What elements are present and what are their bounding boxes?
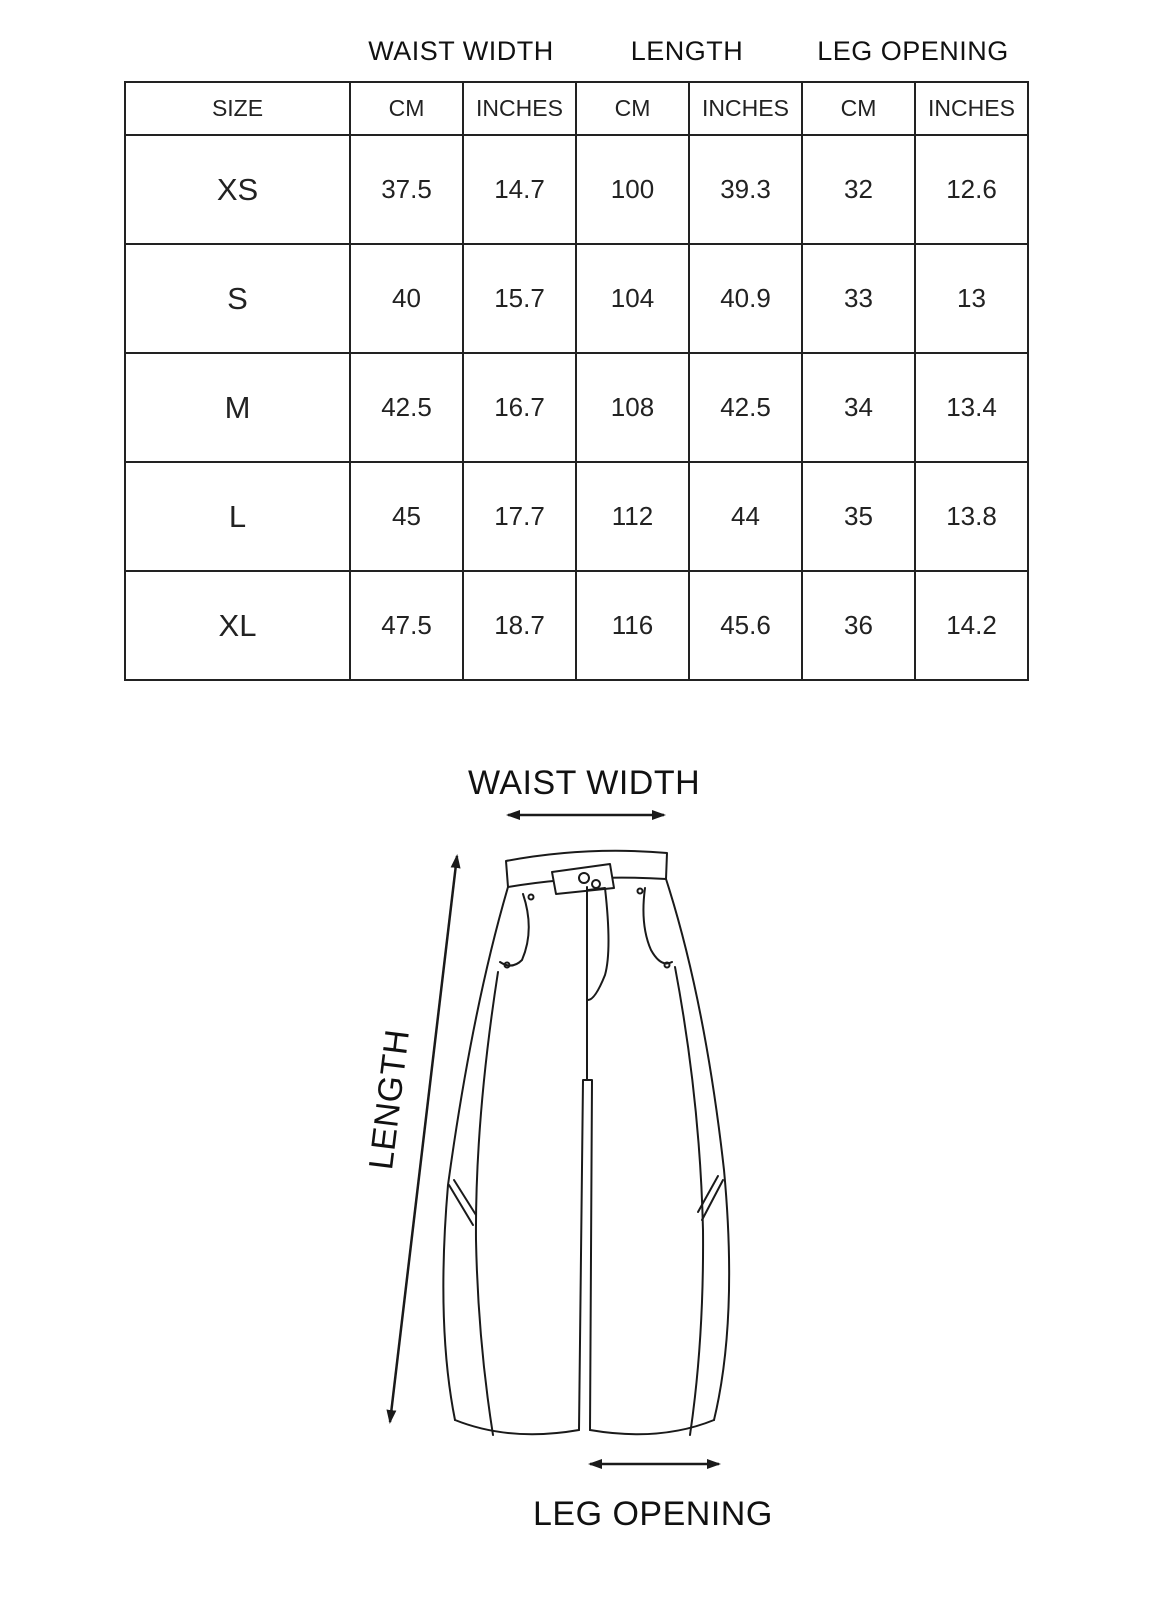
size-cell: XL — [125, 571, 350, 680]
table-cell: 16.7 — [463, 353, 576, 462]
leg-inches-header: INCHES — [915, 82, 1028, 135]
waist-width-label: WAIST WIDTH — [468, 764, 701, 802]
table-cell: 12.6 — [915, 135, 1028, 244]
size-cell: S — [125, 244, 350, 353]
length-label: LENGTH — [362, 1027, 417, 1172]
table-cell: 47.5 — [350, 571, 463, 680]
size-column-header: SIZE — [125, 82, 350, 135]
table-cell: 33 — [802, 244, 915, 353]
table-cell: 32 — [802, 135, 915, 244]
leg-cm-header: CM — [802, 82, 915, 135]
size-cell: XS — [125, 135, 350, 244]
waist-cm-header: CM — [350, 82, 463, 135]
length-group-header: LENGTH — [630, 36, 744, 66]
table-cell: 116 — [576, 571, 689, 680]
table-cell: 14.2 — [915, 571, 1028, 680]
table-cell: 45 — [350, 462, 463, 571]
table-cell: 108 — [576, 353, 689, 462]
table-cell: 42.5 — [689, 353, 802, 462]
table-cell: 17.7 — [463, 462, 576, 571]
table-cell: 13.4 — [915, 353, 1028, 462]
table-cell: 40.9 — [689, 244, 802, 353]
table-cell: 14.7 — [463, 135, 576, 244]
table-cell: 104 — [576, 244, 689, 353]
length-cm-header: CM — [576, 82, 689, 135]
length-inches-header: INCHES — [689, 82, 802, 135]
table-cell: 13 — [915, 244, 1028, 353]
table-cell: 35 — [802, 462, 915, 571]
table-cell: 112 — [576, 462, 689, 571]
table-cell: 45.6 — [689, 571, 802, 680]
pants-illustration — [443, 851, 729, 1435]
table-cell: 40 — [350, 244, 463, 353]
table-cell: 15.7 — [463, 244, 576, 353]
table-cell: 34 — [802, 353, 915, 462]
table-cell: 37.5 — [350, 135, 463, 244]
table-cell: 13.8 — [915, 462, 1028, 571]
leg-opening-group-header: LEG OPENING — [817, 36, 1009, 66]
table-cell: 100 — [576, 135, 689, 244]
table-cell: 36 — [802, 571, 915, 680]
waist-inches-header: INCHES — [463, 82, 576, 135]
table-cell: 42.5 — [350, 353, 463, 462]
table-cell: 39.3 — [689, 135, 802, 244]
table-cell: 44 — [689, 462, 802, 571]
waist-width-group-header: WAIST WIDTH — [368, 36, 554, 66]
leg-opening-label: LEG OPENING — [533, 1495, 773, 1533]
size-cell: L — [125, 462, 350, 571]
size-cell: M — [125, 353, 350, 462]
table-cell: 18.7 — [463, 571, 576, 680]
